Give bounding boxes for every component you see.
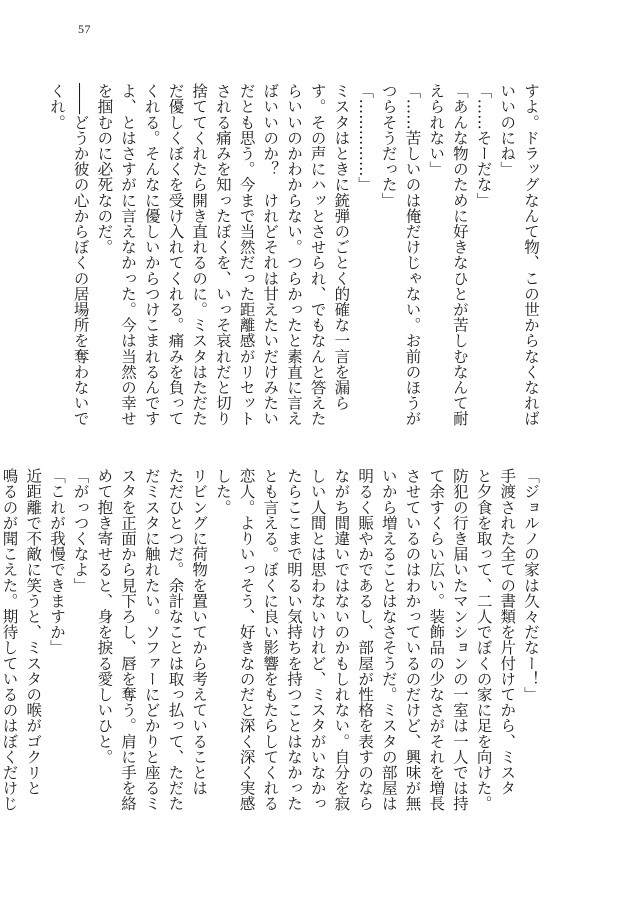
text-line: ――どうか彼の心からぼくの居場所を奪わないで xyxy=(71,83,90,427)
text-line: を掴むのに必死なのだ。 xyxy=(95,83,114,255)
text-line: いから増えることはなさそうだ。ミスタの部屋は xyxy=(379,468,398,812)
text-line: よ、とはさすがに言えなかった。今は当然の幸せ xyxy=(119,83,138,427)
text-line: 「これが我慢できますか」 xyxy=(47,468,66,656)
text-line: 「……そーだな」 xyxy=(474,83,493,208)
text-line: リビングに荷物を置いてから考えていることは xyxy=(190,468,209,796)
text-line: とも言える。ぼくに良い影響をもたらしてくれる xyxy=(261,468,280,812)
text-line: たらここまで明るい気持ちを持つことはなかった xyxy=(284,468,303,812)
text-line: 「ジョルノの家は久々だなー！」 xyxy=(522,468,540,702)
text-line: めて抱き寄せると、身を捩る愛しいひと。 xyxy=(95,468,114,765)
text-line: させているのはわかっているのだけど、興味が無 xyxy=(403,468,422,812)
lower-text-block xyxy=(0,468,542,838)
text-line: だミスタに触れたい。ソファーにどかりと座るミ xyxy=(142,468,161,812)
text-line: 防犯の行き届いたマンションの一室は一人では持 xyxy=(450,468,469,812)
text-line: 鳴るのが聞こえた。期待しているのはぼくだけじ xyxy=(0,468,19,812)
text-line: らいいのかわからない。つらかったと素直に言え xyxy=(284,83,303,427)
text-line: だとも思う。今まで当然だった距離感がリセット xyxy=(237,83,256,427)
text-line: 手渡された全ての書類を片付けてから、ミスタ xyxy=(498,468,517,796)
text-line: 「……………」 xyxy=(356,83,375,193)
text-line: すよ。ドラッグなんて物、この世からなくなれば xyxy=(522,83,540,427)
text-line: 捨ててくれたら開き直れるのに。ミスタはただた xyxy=(190,83,209,427)
text-line: 明るく賑やかであるし、部屋が性格を表すのなら xyxy=(356,468,375,812)
text-line: つらそうだった」 xyxy=(379,83,398,208)
text-line: 近距離で不敵に笑うと、ミスタの喉がゴクリと xyxy=(24,468,43,796)
text-line: 「がっつくなよ」 xyxy=(71,468,90,593)
text-line: 「……苦しいのは俺だけじゃない。お前のほうが xyxy=(403,83,422,427)
text-line: ばいいのか？ けれどそれは甘えたいだけみたい xyxy=(261,83,280,427)
text-line: しい人間とは思わないけれど、ミスタがいなかっ xyxy=(308,468,327,812)
text-line: くれ。 xyxy=(47,83,66,130)
text-line: ただひとつだ。余計なことは取っ払って、ただた xyxy=(166,468,185,812)
text-line: す。その声にハッとさせられ、でもなんと答えた xyxy=(308,83,327,427)
text-line: した。 xyxy=(213,468,232,515)
text-line: くれる。そんなに優しいからつけこまれるんです xyxy=(142,83,161,427)
text-line: いいのにね」 xyxy=(498,83,517,177)
text-line: 「あんな物のために好きなひとが苦しむなんて耐 xyxy=(450,83,469,427)
page-number: 57 xyxy=(78,22,91,36)
text-line: ミスタはときに銃弾のごとく的確な一言を漏ら xyxy=(332,83,351,411)
text-line: だ優しくぼくを受け入れてくれる。痛みを負って xyxy=(166,83,185,427)
text-line: と夕食を取って、二人でぼくの家に足を向けた。 xyxy=(474,468,493,812)
text-line: て余すくらい広い。装飾品の少なさがそれを増長 xyxy=(427,468,446,812)
text-line: スタを正面から見下ろし、唇を奪う。肩に手を絡 xyxy=(119,468,138,812)
text-line: えられない」 xyxy=(427,83,446,177)
text-line: ながち間違いではないのかもしれない。自分を寂 xyxy=(332,468,351,812)
text-line: される痛みを知ったぼくを、いっそ哀れだと切り xyxy=(213,83,232,427)
text-line: 恋人。よりいっそう、好きなのだと深く深く実感 xyxy=(237,468,256,812)
upper-text-block xyxy=(44,83,542,453)
